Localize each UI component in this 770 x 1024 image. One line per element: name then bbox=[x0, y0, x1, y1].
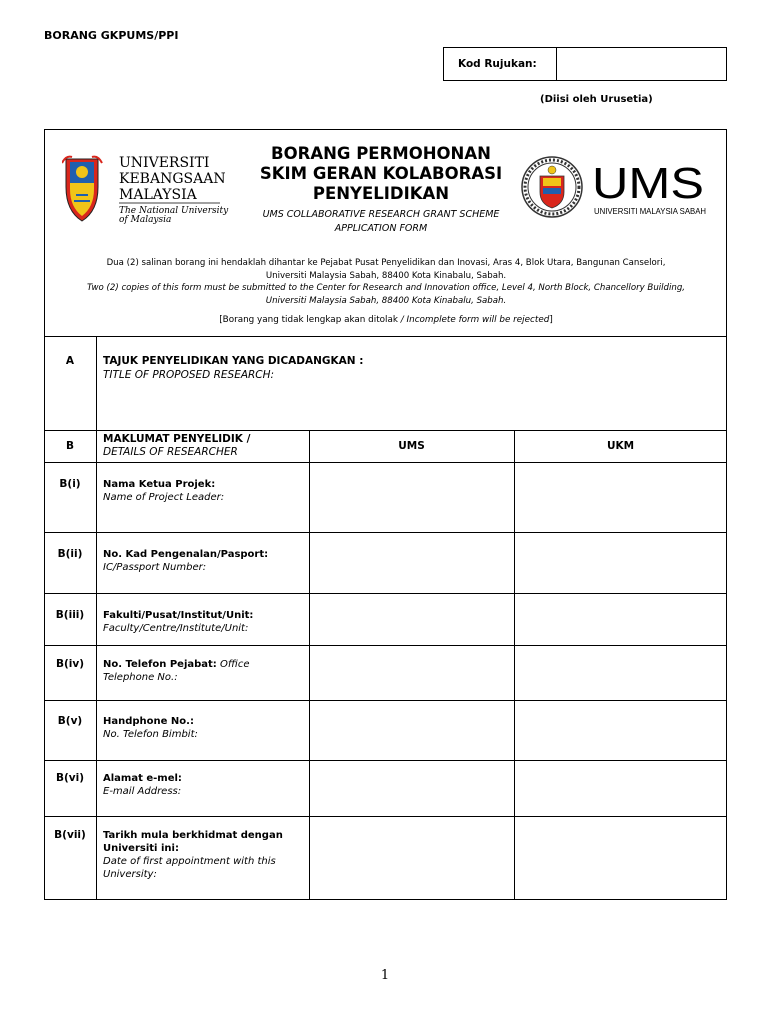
ic-passport-ukm-field[interactable] bbox=[515, 533, 726, 593]
row-label-b-ii-malay: No. Kad Pengenalan/Pasport: bbox=[103, 549, 269, 560]
section-a-code: A bbox=[65, 355, 75, 367]
instruction-english-line-2: Universiti Malaysia Sabah, 88400 Kota Kinabalu, Sabah. bbox=[265, 295, 507, 306]
handphone-ums-field[interactable] bbox=[310, 701, 514, 760]
ukm-tagline-line-2: of Malaysia bbox=[119, 215, 172, 225]
row-label-b-i-malay: Nama Ketua Projek: bbox=[103, 479, 216, 490]
ums-crest-icon bbox=[518, 156, 714, 218]
row-label-b-i bbox=[103, 478, 308, 504]
column-header-ums: UMS bbox=[398, 440, 425, 452]
ums-logo bbox=[518, 156, 714, 218]
row-label-b-vii-english-1: Date of first appointment with this bbox=[103, 856, 276, 867]
email-ukm-field[interactable] bbox=[515, 761, 726, 816]
row-code-b-i: B(i) bbox=[59, 478, 81, 490]
row-label-b-i-english: Name of Project Leader: bbox=[103, 492, 225, 503]
submission-instructions bbox=[46, 257, 726, 307]
email-ums-field[interactable] bbox=[310, 761, 514, 816]
reject-note-close: ] bbox=[549, 315, 553, 325]
form-subtitle-line-2: APPLICATION FORM bbox=[334, 223, 428, 234]
row-label-b-iv-malay: No. Telefon Pejabat: bbox=[103, 659, 217, 670]
row-label-b-iii-english: Faculty/Centre/Institute/Unit: bbox=[103, 623, 249, 634]
row-code-b-iv: B(iv) bbox=[55, 658, 85, 670]
column-header-ukm: UKM bbox=[606, 440, 635, 452]
reference-code-note: (Diisi oleh Urusetia) bbox=[540, 94, 653, 105]
row-code-b-vii: B(vii) bbox=[54, 829, 86, 841]
row-code-b-iii: B(iii) bbox=[55, 609, 85, 621]
row-label-b-v-english: No. Telefon Bimbit: bbox=[103, 729, 198, 740]
ukm-crest-icon bbox=[62, 153, 232, 225]
row-label-b-vi-english: E-mail Address: bbox=[103, 786, 182, 797]
ukm-name-line-2: KEBANGSAAN bbox=[119, 171, 226, 187]
row-label-b-vii-english-2: University: bbox=[103, 869, 157, 880]
reference-code-box bbox=[443, 47, 727, 81]
row-label-b-iv-english: Telephone No.: bbox=[103, 672, 178, 683]
form-title-line-1: BORANG PERMOHONAN bbox=[271, 144, 491, 163]
row-label-b-vi bbox=[103, 772, 308, 798]
row-label-b-vi-malay: Alamat e-mel: bbox=[103, 773, 182, 784]
row-label-b-vii bbox=[103, 829, 308, 881]
appointment-date-ukm-field[interactable] bbox=[515, 817, 726, 899]
ukm-name-line-3: MALAYSIA bbox=[119, 187, 197, 203]
ukm-name-line-1: UNIVERSITI bbox=[119, 155, 210, 171]
form-subtitle-line-1: UMS COLLABORATIVE RESEARCH GRANT SCHEME bbox=[262, 209, 500, 220]
ums-full-name: UNIVERSITI MALAYSIA SABAH bbox=[594, 207, 707, 216]
reference-code-label: Kod Rujukan: bbox=[444, 48, 557, 80]
faculty-ukm-field[interactable] bbox=[515, 594, 726, 645]
row-label-b-vii-malay-1: Tarikh mula berkhidmat dengan bbox=[103, 830, 283, 841]
row-label-b-ii bbox=[103, 548, 308, 574]
row-label-b-v bbox=[103, 715, 308, 741]
instruction-malay-line-1: Dua (2) salinan borang ini hendaklah dihantar ke Pejabat Pusat Penyelidikan dan Inovasi, Aras 4, Blok Utara, Bangunan Canselori, bbox=[106, 258, 666, 268]
form-subtitle bbox=[232, 208, 530, 236]
ukm-tagline-line-1: The National University bbox=[119, 206, 229, 216]
instruction-english-line-1: Two (2) copies of this form must be submitted to the Center for Research and Innovation office, Level 4, North Block, Chancellory Building, bbox=[86, 283, 686, 293]
row-label-b-iv-english-inline: Office bbox=[220, 659, 250, 670]
form-title bbox=[232, 144, 530, 204]
row-label-b-ii-english: IC/Passport Number: bbox=[103, 562, 207, 573]
page-number: 1 bbox=[380, 968, 390, 983]
row-code-b-ii: B(ii) bbox=[57, 548, 83, 560]
row-label-b-iii-malay: Fakulti/Pusat/Institut/Unit: bbox=[103, 610, 254, 621]
section-a-subtitle: TITLE OF PROPOSED RESEARCH: bbox=[103, 369, 275, 381]
row-label-b-vii-malay-2: Universiti ini: bbox=[103, 843, 179, 854]
reject-note bbox=[46, 315, 726, 325]
row-code-b-v: B(v) bbox=[57, 715, 83, 727]
ukm-logo bbox=[62, 153, 232, 225]
appointment-date-ums-field[interactable] bbox=[310, 817, 514, 899]
reject-note-english: / Incomplete form will be rejected bbox=[400, 315, 550, 325]
reject-note-malay: [Borang yang tidak lengkap akan ditolak bbox=[219, 315, 398, 325]
research-title-field[interactable] bbox=[97, 386, 726, 429]
instruction-malay-line-2: Universiti Malaysia Sabah, 88400 Kota Kinabalu, Sabah. bbox=[265, 270, 507, 281]
section-b-title-english: DETAILS OF RESEARCHER bbox=[103, 446, 238, 458]
project-leader-ums-field[interactable] bbox=[310, 463, 514, 532]
row-label-b-iv bbox=[103, 658, 308, 684]
ums-wordmark: UMS bbox=[592, 159, 704, 208]
section-a-title: TAJUK PENYELIDIKAN YANG DICADANGKAN : bbox=[103, 355, 364, 367]
form-title-line-3: PENYELIDIKAN bbox=[312, 184, 450, 203]
divider-section-b-top bbox=[44, 430, 727, 431]
reference-code-field[interactable] bbox=[557, 48, 726, 80]
section-b-title bbox=[103, 433, 308, 459]
row-label-b-v-malay: Handphone No.: bbox=[103, 716, 194, 727]
row-label-b-iii bbox=[103, 609, 308, 635]
row-code-b-vi: B(vi) bbox=[55, 772, 85, 784]
section-b-title-malay: MAKLUMAT PENYELIDIK / bbox=[103, 433, 251, 445]
section-b-code: B bbox=[65, 440, 74, 452]
faculty-ums-field[interactable] bbox=[310, 594, 514, 645]
office-phone-ukm-field[interactable] bbox=[515, 646, 726, 700]
project-leader-ukm-field[interactable] bbox=[515, 463, 726, 532]
handphone-ukm-field[interactable] bbox=[515, 701, 726, 760]
form-title-line-2: SKIM GERAN KOLABORASI bbox=[259, 164, 503, 183]
office-phone-ums-field[interactable] bbox=[310, 646, 514, 700]
divider-section-a-top bbox=[44, 336, 727, 337]
ic-passport-ums-field[interactable] bbox=[310, 533, 514, 593]
form-code: BORANG GKPUMS/PPI bbox=[44, 29, 179, 42]
